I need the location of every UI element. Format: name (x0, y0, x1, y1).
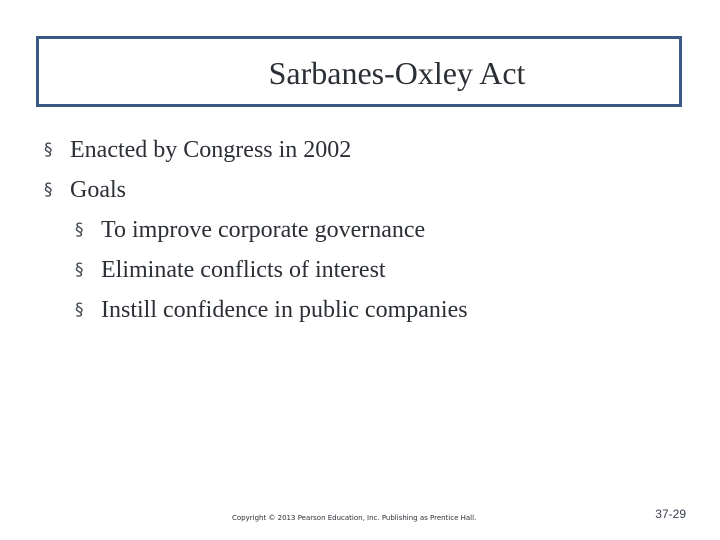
bullet-marker-icon: § (75, 300, 84, 320)
bullet-item (44, 170, 684, 210)
bullet-marker-icon: § (75, 260, 84, 280)
bullet-text: Goals (70, 177, 126, 203)
sub-bullet-text: To improve corporate governance (101, 217, 426, 243)
bullet-text: Enacted by Congress in 2002 (70, 137, 352, 163)
bullet-marker-icon: § (75, 220, 84, 240)
sub-bullet-item (44, 290, 684, 330)
bullet-marker-icon: § (44, 140, 53, 160)
sub-bullet-item (44, 210, 684, 250)
footer-copyright: Copyright © 2013 Pearson Education, Inc. Publishing as Prentice Hall. (232, 514, 477, 522)
slide-title: Sarbanes-Oxley Act (268, 55, 526, 91)
bullet-list (44, 130, 684, 330)
title-box (36, 36, 682, 107)
sub-bullet-text: Eliminate conflicts of interest (101, 257, 386, 283)
sub-bullet-item (44, 250, 684, 290)
bullet-marker-icon: § (44, 180, 53, 200)
page-number: 37-29 (655, 507, 686, 521)
bullet-item (44, 130, 684, 170)
sub-bullet-text: Instill confidence in public companies (101, 297, 468, 323)
